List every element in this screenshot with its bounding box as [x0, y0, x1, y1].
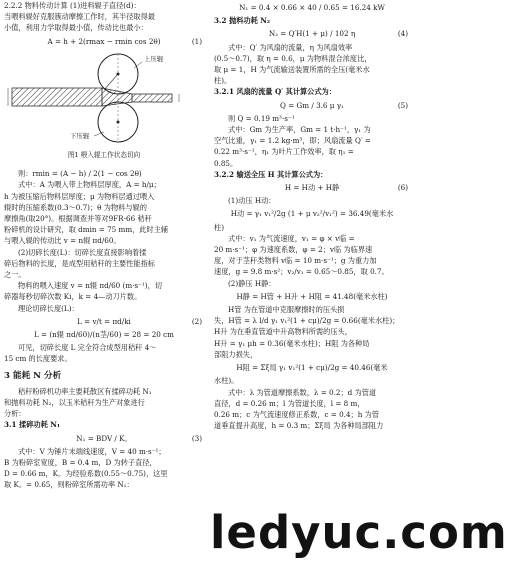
- paragraph: 柱): [214, 222, 224, 232]
- equation-4: [214, 28, 410, 39]
- equation-9: [214, 362, 410, 373]
- paragraph: 直径，d = 0.26 m；l 为管道长度，l = 8 m，: [214, 398, 365, 408]
- equation-7: [214, 208, 410, 219]
- paragraph: 度，对于茎秆类物料 v临 = 10 m·s⁻¹；g 为重力加: [214, 256, 377, 266]
- equation-text: H = H动 + H静: [284, 183, 340, 193]
- paragraph: 辊时的压缩系数(0.3～0.7)；θ 为物料与辊的: [4, 202, 147, 212]
- section-2-2-2-heading: 2.2.2 物料传动计算 (1)进料辊子直径(d)：: [4, 1, 141, 10]
- watermark: ledyuc.com: [210, 506, 508, 559]
- equation-text: N₁ = BDV / K。: [76, 433, 132, 443]
- angle-line: [104, 74, 118, 90]
- paragraph: 分析：: [4, 409, 26, 419]
- paragraph: 秸秆粉碎机功率主要耗散区有揉碎功耗 N₁: [18, 386, 152, 396]
- paragraph: B 为粉碎室宽度，B = 0.4 m，D 为转子直径，: [4, 458, 157, 468]
- equation-3: [4, 433, 204, 444]
- paragraph: D = 0.66 m，K。为经验系数(0.55～0.75)，这里: [4, 469, 168, 479]
- equation-number: (4): [397, 29, 408, 39]
- paragraph: 式中：V 为锤片末端线速度，V = 40 m·s⁻¹；: [18, 446, 166, 456]
- paragraph: 取 μ = 1，H 为气流输送装置所需的全压(毫米水: [214, 65, 370, 75]
- equation-text: H阻 = Σξ局 γ₁ v₁²(1 + cμ)/2g = 40.46(毫米: [236, 363, 388, 373]
- equation-text: Q = Gm / 3.6 μ γ₁: [280, 100, 344, 110]
- section-3-2-2-heading: 3.2.2 输送全压 H 其计算公式为：: [214, 169, 328, 179]
- upper-roller-label: 上压辊: [144, 54, 164, 63]
- left-column: [4, 0, 204, 579]
- paragraph: 理论切碎长度(L)：: [18, 303, 79, 313]
- equation-text: H静 = H管 + H升 + H阻 = 41.48(毫米水柱): [236, 291, 388, 301]
- paragraph: 0.85。: [214, 158, 238, 168]
- section-3-heading: 3 能耗 N 分析: [4, 370, 62, 381]
- paragraph: (2)切碎长度(L)：切碎长度直接影响着揉: [18, 247, 147, 257]
- equation-text: L = v/t = πd/ki: [77, 316, 131, 326]
- paragraph: H升 = γ₁ μh = 0.36(毫米水柱)；H阻 为各种局: [214, 338, 370, 348]
- paragraph: 20 m·s⁻¹；φ 为速度系数，φ = 2；v临 为临界速: [214, 245, 373, 255]
- paragraph: 取 K。= 0.65，则粉碎室所需功率 N₁：: [4, 480, 134, 490]
- equation-text: L = (n辊 πd/60)/(n茎/60) = 28 = 20 cm: [34, 330, 174, 340]
- paragraph: H管 为在管道中克服摩擦时的压头损: [228, 305, 345, 315]
- paragraph: 失，H管 = λ l/d γ₁ v₁²(1 + cμ)/2g = 0.66(毫米水柱)；: [214, 316, 400, 326]
- paragraph: 式中：v₁ 为气流速度，v₁ = φ × v临 =: [228, 233, 355, 243]
- equation-text: N₂ = Q′H(1 + μ) / 102 η: [268, 29, 356, 39]
- equation-5: [214, 100, 410, 111]
- paragraph: 0.26 m；c 为气流速度修正系数，c = 0.4；h 为管: [214, 409, 380, 419]
- paragraph: 碎后物料的长度，是成型用秸秆的主要性能指标: [4, 258, 155, 268]
- paragraph: 0.22 m³·s⁻¹，η₁ 为叶片工作效率，取 η₁ =: [214, 147, 354, 157]
- paragraph: (2)静压 H静：: [228, 278, 276, 288]
- paragraph: 物料的喂入速度 v = n辊 πd/60 (m·s⁻¹)，切: [18, 281, 162, 291]
- equation-6: [214, 182, 410, 193]
- equation-2b: [4, 329, 204, 340]
- paragraph: 当喂料辊好克服簇动摩擦工作时，其半径取得最: [4, 12, 155, 22]
- paragraph: H升 为在垂直管道中升高物料所需的压头，: [214, 327, 352, 337]
- paragraph: 15 cm 的长度要求。: [4, 354, 72, 364]
- equation-number: (6): [397, 183, 408, 193]
- paragraph: (1)动压 H动：: [228, 196, 276, 206]
- paragraph: 摩擦角(取20°)。根据调查并等对9FR-66 秸秆: [4, 214, 152, 224]
- figure-1: [4, 50, 204, 144]
- paragraph: 道垂直提升高度，h = 0.3 m；Σξ局 为各种局部阻力: [214, 421, 384, 431]
- paragraph: 柱)。: [214, 76, 232, 86]
- lower-roller-label: 下压辊: [70, 131, 90, 140]
- paragraph: 则：rmin = (A − h) / 2(1 − cos 2θ): [18, 169, 142, 179]
- paragraph: 速度，g = 9.8 m·s²；v₂/v₁ = 0.65～0.85，取 0.7。: [214, 267, 389, 277]
- equation-number: (2): [191, 316, 202, 326]
- paragraph: 和抛料功耗 N₂，以玉米秸秆为生产对象进行: [4, 398, 145, 408]
- equation-number: (3): [191, 433, 202, 443]
- equation-text: A = h + 2(rmax − rmin cos 2θ): [47, 36, 161, 46]
- paragraph: 碎器每秒切碎次数 Ki，k = 4—动刀片数。: [4, 292, 142, 302]
- paragraph: 式中：A 为喂入带上物料层厚度，A = h/μ；: [18, 180, 161, 190]
- paragraph: h 为被压缩后物料层厚度；μ 为物料层通过喂入: [4, 191, 155, 201]
- right-column: [214, 0, 410, 579]
- paragraph: 式中：λ 为管道摩擦系数，λ = 0.2；d 为管道: [228, 387, 377, 397]
- paragraph: 式中：Gm 为生产率，Gm = 1 t·h⁻¹，γ₁ 为: [228, 125, 371, 135]
- section-3-2-heading: 3.2 抛料功耗 N₂: [214, 16, 270, 26]
- paragraph: 水柱)。: [214, 376, 239, 386]
- paragraph: 之一。: [4, 270, 26, 280]
- paragraph: 与喂入辊的传动比 v = n辊 πd/60。: [4, 236, 121, 246]
- paragraph: 粉碎机的设计研究，取 dmin = 75 mm，此时主辅: [4, 225, 169, 235]
- equation-number: (5): [397, 100, 408, 110]
- compressed-layer: [132, 94, 172, 102]
- paragraph: 空气比重，γ₁ = 1.2 kg·m³，即；风扇流量 Q′ =: [214, 136, 371, 146]
- paragraph: 则 Q = 0.19 m³·s⁻¹: [228, 113, 295, 123]
- paragraph: 小值，利用力学取得最小值，传动比也最小：: [4, 23, 148, 33]
- equation-8: [214, 291, 410, 302]
- section-3-1-heading: 3.1 揉碎功耗 N₁: [4, 420, 60, 430]
- section-3-2-1-heading: 3.2.1 风扇的流量 Q′ 其计算公式为：: [214, 87, 336, 97]
- equation-2a: [4, 316, 204, 327]
- equation-n1-result: [214, 2, 410, 13]
- feed-roller-diagram: [4, 50, 204, 144]
- equation-1: [4, 36, 204, 47]
- material-layer: [12, 88, 102, 106]
- paragraph: 部阻力损失，: [214, 349, 258, 359]
- figure-caption: 图1 喂入辊工作状态切向: [67, 151, 141, 160]
- paragraph: (0.5～0.7)，取 η = 0.6，μ 为物料混合浓度比，: [214, 53, 372, 63]
- equation-text: H动 = γ₁ v₁²/2g (1 + μ v₂²/v₁²) = 36.49(毫米水: [230, 209, 394, 219]
- equation-number: (1): [191, 36, 202, 46]
- equation-text: N₁ = 0.4 × 0.66 × 40 / 0.65 = 16.24 kW: [239, 3, 385, 12]
- paragraph: 式中：Q′ 为风扇的流量，η 为风扇效率: [228, 42, 353, 52]
- paragraph: 可见，切碎长度 L 完全符合成型用秸秆 4～: [18, 343, 157, 353]
